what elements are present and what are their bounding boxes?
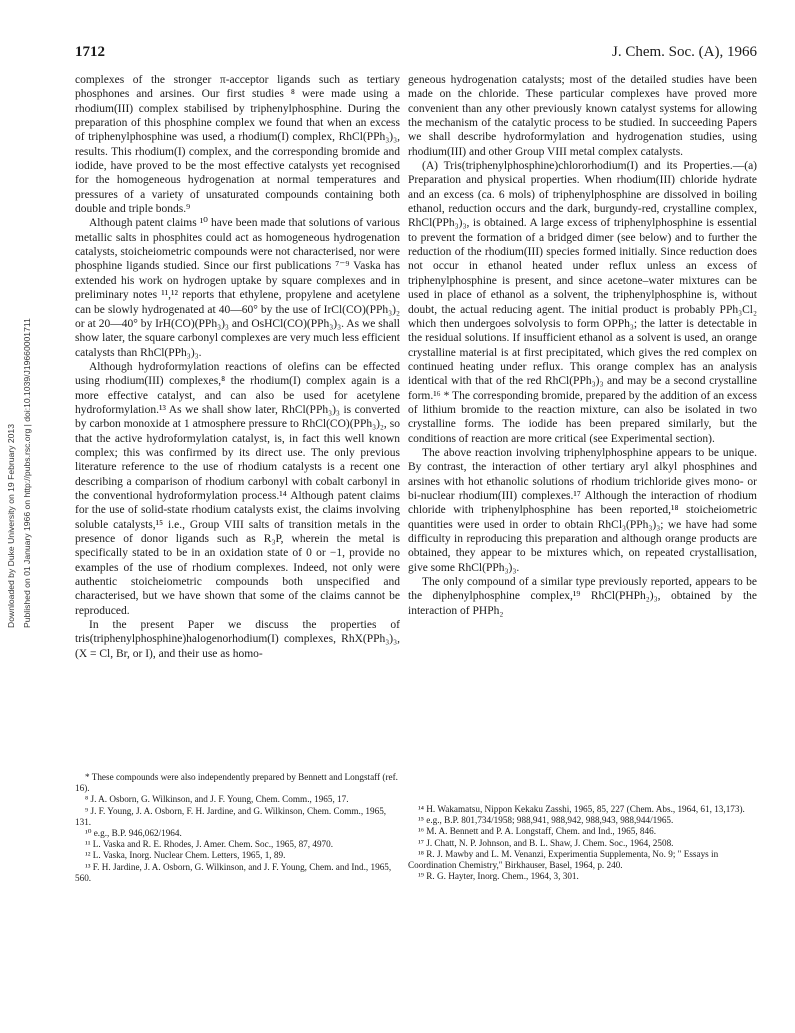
footnote: ¹⁹ R. G. Hayter, Inorg. Chem., 1964, 3, 301. bbox=[418, 871, 579, 882]
journal-header: J. Chem. Soc. (A), 1966 bbox=[612, 44, 757, 60]
footnote: ¹⁶ M. A. Bennett and P. A. Longstaff, Chem. and Ind., 1965, 846. bbox=[418, 826, 657, 837]
footnote: ¹² L. Vaska, Inorg. Nuclear Chem. Letters, 1965, 1, 89. bbox=[85, 850, 286, 861]
paragraph: geneous hydrogenation catalysts; most of the detailed studies have been made on the chloride. These particular complexes have proved more convenient than any other previously known catalyst systems for allowing the mechanism of the catalytic process to be studied. In succeeding Papers we shall describe hydroformylation and hydrogenation studies, using rhodium(III) and other Group VIII metal complex catalysts. bbox=[408, 74, 757, 158]
page-number: 1712 bbox=[75, 44, 105, 60]
footnote: ¹⁷ J. Chatt, N. P. Johnson, and B. L. Shaw, J. Chem. Soc., 1964, 2508. bbox=[418, 837, 674, 848]
footnote: ¹¹ L. Vaska and R. E. Rhodes, J. Amer. Chem. Soc., 1965, 87, 4970. bbox=[85, 839, 334, 850]
right-column bbox=[408, 73, 757, 618]
paragraph: (A) Tris(triphenylphosphine)chlororhodium(I) and its Properties.—(a) Preparation and physical properties. When rhodium(III) chloride hydrate and an excess (ca. 6 mols) of triphenylphosphine are dissolved in boiling ethanol, reduction occurs and the dark, burgundy-red, crystalline complex, RhCl(PPh₃)₃, is obtained. A large excess of triphenylphosphine is essential to prevent the formation of a bridged dimer (see below) and to further the reduction of the rhodium(III) species formed initially. Since reduction does not occur in ethanol heated under reflux unless an excess of triphenylphosphine is present, and since acetone–water mixtures can be used in place of ethanol as a solvent, the triphenylphosphine is, without doubt, the actual reducing agent. The initial product is probably PPh₃Cl₂ which then undergoes solvolysis to form OPPh₃; the latter is detectable in the residual solutions. If insufficient ethanol as a solvent is used, an orange crystalline material is at first precipitated, which gives the red complex on continued heating under reflux. This orange complex has an analysis identical with that of the red RhCl(PPh₃)₃ and may be a second crystalline form.¹⁶ * The corresponding bromide, prepared by the addition of an excess of lithium bromide to the reaction mixture, can also be isolated in two crystalline forms. The iodide has been prepared similarly, but the conditions of reaction are more critical (see Experimental section). bbox=[408, 160, 757, 445]
left-column bbox=[75, 73, 400, 661]
footnote: ¹³ F. H. Jardine, J. A. Osborn, G. Wilkinson, and J. F. Young, Chem. and Ind., 1965, 560. bbox=[75, 861, 392, 883]
paragraph: Although patent claims ¹⁰ have been made that solutions of various metallic salts in phosphites could act as homogeneous hydrogenation catalysts, stoicheiometric compounds were not characterised, nor were phosphine ligands studied. Since our first publications ⁷⁻⁹ Vaska has extended his work on hydrogen uptake by square complexes and in preliminary notes ¹¹,¹² reports that ethylene, propylene and acetylene can be slowly hydrogenated at 40—60° by the use of IrCl(CO)(PPh₃)₂ or at 20—40° by IrH(CO)(PPh₃)₃ and OsHCl(CO)(PPh₃)₃. As we shall show later, the square carbonyl complexes are very much less efficient catalysts than RhCl(PPh₃)₃. bbox=[75, 217, 400, 359]
doi-link[interactable]: Published on 01 January 1966 on http://pubs.rsc.org | doi:10.1039/J19660001711 bbox=[22, 318, 32, 628]
right-footnotes bbox=[408, 804, 757, 882]
download-notice: Downloaded by Duke University on 19 February 2013 bbox=[6, 424, 16, 628]
footnote: ¹⁵ e.g., B.P. 801,734/1958; 988,941, 988,942, 988,943, 988,944/1965. bbox=[418, 815, 674, 826]
paragraph: Although hydroformylation reactions of olefins can be effected using rhodium(III) complexes,⁸ the rhodium(I) complex again is a more effective catalyst, and can also be used for acetylene hydroformylation.¹³ As we shall show later, RhCl(PPh₃)₃ is converted by carbon monoxide at 1 atmosphere pressure to RhCl(CO)(PPh₃)₂, so that the active hydroformylation catalyst, is, in fact this well known complex; this was confirmed by its direct use. The only previous literature reference to the use of rhodium catalysts is a recent one describing a comparison of rhodium carbonyl with cobalt carbonyl in the conventional hydroformylation process.¹⁴ Although patent claims for the use of solid-state rhodium catalysts exist, the claims involving soluble catalysts,¹⁵ i.e., Group VIII salts of transition metals in the presence of donor ligands such as R₃P, wherein the metal is specifically stated to be in an oxidation state of 0 or −1, provide no examples of the use of rhodium complexes. Indeed, not only were authentic stoicheiometric compounds both unspecified and characterised, but we have shown that some of the claims cannot be reproduced. bbox=[75, 360, 400, 617]
footnote: ¹⁰ e.g., B.P. 946,062/1964. bbox=[85, 828, 182, 839]
paragraph: The above reaction involving triphenylphosphine appears to be unique. By contrast, the interaction of other tertiary aryl alkyl phosphines and arsines with hot ethanolic solutions of rhodium trichloride gives mono- or bi-nuclear rhodium(III) complexes.¹⁷ Although the interaction of rhodium chloride with triphenylphosphine has been reported,¹⁸ stoicheiometric quantities were used in order to obtain RhCl₃(PPh₃)₃; we have had some difficulty in reproducing this preparation and although orange products are obtained, they appear to be mixtures which, on repeated crystallisation, give some RhCl(PPh₃)₃. bbox=[408, 446, 757, 574]
paragraph: complexes of the stronger π-acceptor ligands such as tertiary phosphones and arsines. Our first studies ⁸ were made using a rhodium(III) complex stabilised by triphenylphosphine. During the preparation of this phosphine complex we found that when an excess of triphenylphosphine was used, a rhodium(I) complex, RhCl(PPh₃)₃, results. This rhodium(I) complex, and the corresponding bromide and iodide, have proved to be the most effective catalysts yet recognised for the homogeneous hydrogenation at normal temperatures and pressures of a variety of unsaturated compounds containing both double and triple bonds.⁹ bbox=[75, 74, 400, 216]
footnote: ⁹ J. F. Young, J. A. Osborn, F. H. Jardine, and G. Wilkinson, Chem. Comm., 1965, 131. bbox=[75, 805, 387, 827]
footnote: ¹⁴ H. Wakamatsu, Nippon Kekaku Zasshi, 1965, 85, 227 (Chem. Abs., 1964, 61, 13,173). bbox=[418, 804, 745, 814]
footnote: * These compounds were also independently prepared by Bennett and Longstaff (ref. 16). bbox=[75, 772, 398, 794]
footnote: ⁸ J. A. Osborn, G. Wilkinson, and J. F. Young, Chem. Comm., 1965, 17. bbox=[85, 794, 349, 805]
paragraph: The only compound of a similar type previously reported, appears to be the diphenylphosphine complex,¹⁹ RhCl(PHPh₂)₃, obtained by the interaction of PHPh₂ bbox=[408, 576, 757, 617]
footnote: ¹⁸ R. J. Mawby and L. M. Venanzi, Experimentia Supplementa, No. 9; " Essays in Coordination Chemistry," Birkhauser, Basel, 1964, p. 240. bbox=[408, 848, 719, 871]
paragraph: In the present Paper we discuss the properties of tris(triphenylphosphine)halogenorhodium(I) complexes, RhX(PPh₃)₃, (X = Cl, Br, or I), and their use as homo- bbox=[75, 619, 400, 660]
left-footnotes bbox=[75, 772, 400, 884]
